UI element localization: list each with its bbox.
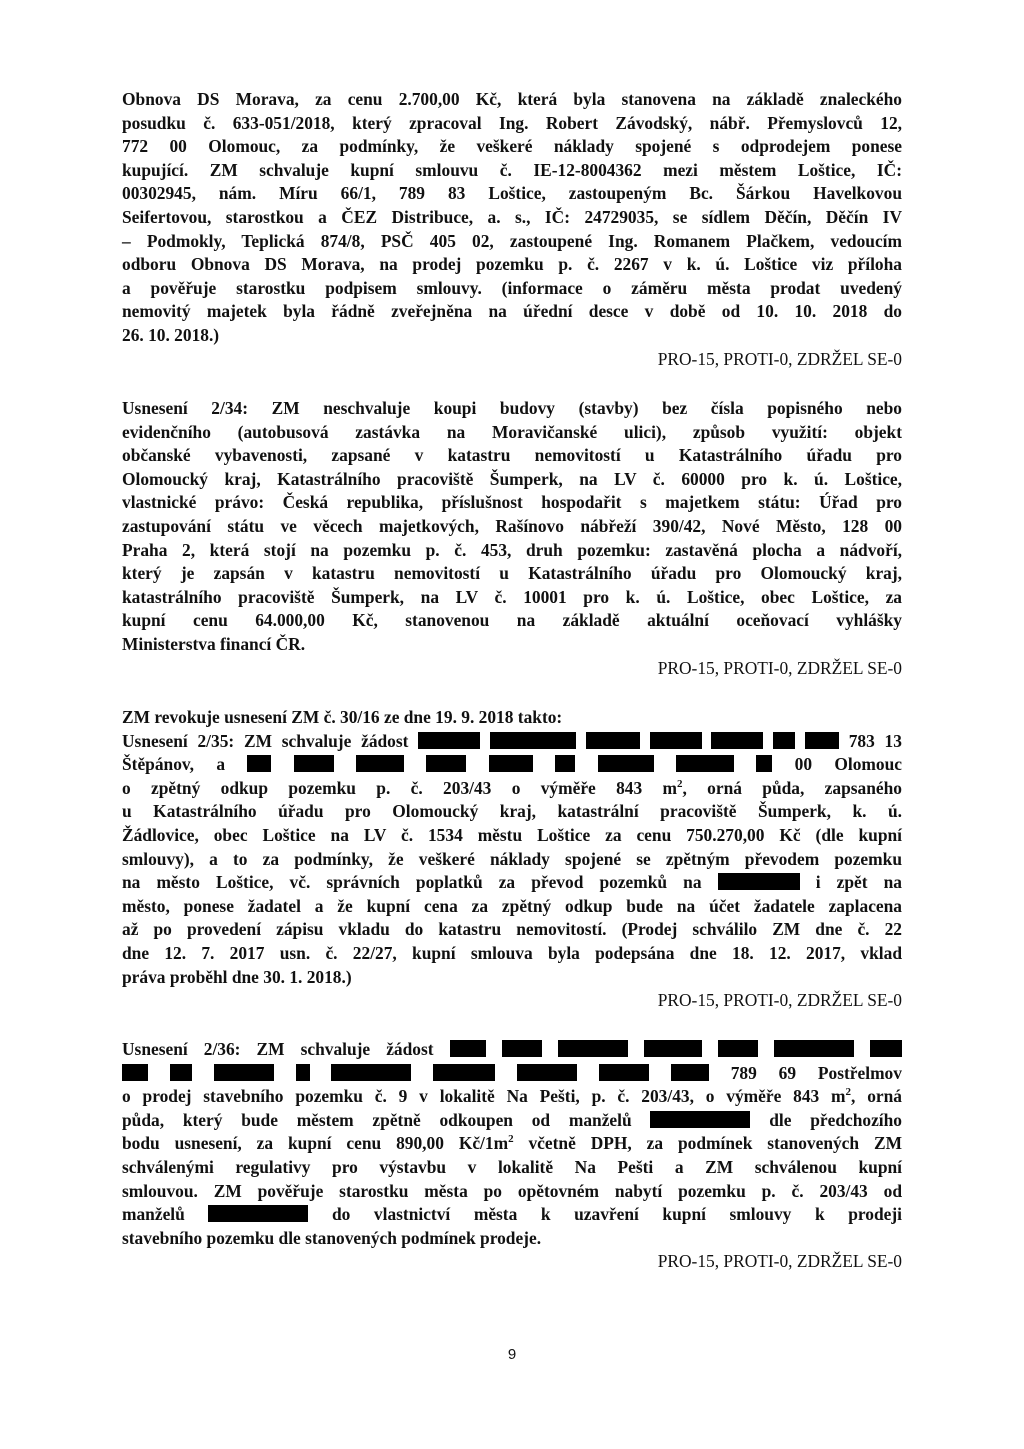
text-line: Praha 2, která stojí na pozemku p. č. 453, druh pozemku: zastavěná plocha a nádvoří, [122, 539, 902, 560]
redaction-bar [671, 1064, 709, 1081]
text-line: nemovitý majetek byla řádně zveřejněna na úřední desce v době od 10. 10. 2018 do [122, 301, 902, 322]
redaction-bar [294, 755, 334, 772]
text-line: – Podmokly, Teplická 874/8, PSČ 405 02, zastoupené Ing. Romanem Plačkem, vedoucím [122, 230, 902, 251]
text-line [122, 730, 902, 754]
redaction-bar [433, 1064, 495, 1081]
redaction-bar [718, 1040, 758, 1057]
redaction-bar [558, 1040, 628, 1057]
text-line: kupující. ZM schvaluje kupní smlouvu č. IE-12-8004362 mezi městem Loštice, IČ: [122, 159, 902, 180]
redaction-bar [170, 1064, 192, 1081]
text-line: Usnesení 2/34: ZM neschvaluje koupi budovy (stavby) bez čísla popisného nebo [122, 398, 902, 418]
text-line: katastrálního pracoviště Šumperk, na LV č. 10001 pro k. ú. Loštice, obec Loštice, za [122, 586, 902, 607]
redaction-bar [644, 1040, 702, 1057]
redaction-bar [296, 1064, 310, 1081]
text-line: Obnova DS Morava, za cenu 2.700,00 Kč, která byla stanovena na základě znaleckého [122, 89, 902, 109]
text-line: posudku č. 633-051/2018, který zpracoval Ing. Robert Závodský, nábř. Přemyslovců 12, [122, 112, 902, 133]
text-line: Žádlovice, obec Loštice na LV č. 1534 městu Loštice za cenu 750.270,00 Kč (dle kupní [122, 824, 902, 845]
redaction-bar [774, 1040, 854, 1057]
redaction-bar [650, 1111, 750, 1128]
text-line: u Katastrálního úřadu pro Olomoucký kraj, katastrální pracoviště Šumperk, k. ú. [122, 801, 902, 822]
text-line [122, 1109, 902, 1133]
text-line: Ministerstva financí ČR. [122, 633, 306, 654]
text-line: 26. 10. 2018.) [122, 324, 220, 345]
redaction-bar [247, 755, 271, 772]
text-fragment: dle předchozího [769, 1109, 902, 1130]
text-line [122, 871, 902, 895]
superscript: 2 [677, 777, 683, 790]
text-fragment: Usnesení 2/36: ZM schvaluje žádost [122, 1039, 434, 1059]
text-fragment: manželů [122, 1204, 185, 1225]
text-line [122, 1132, 902, 1156]
superscript: 2 [845, 1086, 852, 1099]
redaction-bar [517, 1064, 577, 1081]
redaction-bar [756, 755, 772, 772]
text-line: město, ponese žadatel a že kupní cena za zpětný odkup bude na účet žadatele zaplacena [122, 895, 902, 916]
resolution-2-34 [122, 397, 902, 680]
resolution-2-36 [122, 1038, 902, 1274]
redaction-bar [711, 732, 763, 749]
resolution-continuation [122, 88, 902, 371]
text-fragment: do vlastnictví města k uzavření kupní smlouvy k prodeji [331, 1204, 902, 1225]
text-line: Seifertovou, starostkou a ČEZ Distribuce, a. s., IČ: 24729035, se sídlem Děčín, Děčín IV [122, 206, 902, 227]
page-number: 9 [507, 1346, 517, 1363]
text-line: dne 12. 7. 2017 usn. č. 22/27, kupní smlouva byla podepsána dne 18. 12. 2017, vklad [122, 942, 902, 963]
text-line: smlouvy), a to za podmínky, že veškeré náklady spojené se zpětným převodem pozemku [122, 848, 902, 869]
text-line [122, 777, 902, 801]
text-line: a pověřuje starostku podpisem smlouvy. (informace o záměru města prodat uvedený [122, 277, 902, 298]
revocation-intro: ZM revokuje usnesení ZM č. 30/16 ze dne 19. 9. 2018 takto: [122, 707, 563, 727]
redaction-bar [356, 755, 404, 772]
vote-result: PRO-15, PROTI-0, ZDRŽEL SE-0 [657, 348, 902, 369]
redaction-bar [599, 1064, 649, 1081]
redaction-bar [555, 755, 575, 772]
text-line: Olomoucký kraj, Katastrálního pracoviště Šumperk, na LV č. 60000 pro k. ú. Loštice, [122, 468, 902, 489]
text-line: kupní cenu 64.000,00 Kč, stanovenou na základě aktuální oceňovací vyhlášky [122, 610, 902, 631]
text-line [122, 1203, 902, 1227]
text-line: vlastnické právo: Česká republika, příslušnost hospodařit s majetkem státu: Úřad pro [122, 492, 902, 513]
text-fragment: půda, který bude městem zpětně odkoupen od manželů [122, 1109, 632, 1130]
text-line [122, 1038, 902, 1062]
redaction-bar [650, 732, 702, 749]
redaction-bar [214, 1064, 274, 1081]
text-line: který je zapsán v katastru nemovitostí u Katastrálního úřadu pro Olomoucký kraj, [122, 563, 902, 584]
redaction-bar [490, 732, 576, 749]
redaction-bar [418, 732, 480, 749]
text-fragment: o prodej stavebního pozemku č. 9 v lokalitě Na Pešti, p. č. 203/43, o výměře 843 m [122, 1086, 846, 1107]
redaction-bar [805, 732, 839, 749]
text-line [122, 1062, 902, 1086]
text-line: evidenčního (autobusová zastávka na Moravičanské ulici), způsob využití: objekt [122, 421, 902, 442]
redaction-bar [586, 732, 640, 749]
resolution-2-35 [122, 706, 902, 1013]
text-fragment: bodu usnesení, za kupní cenu 890,00 Kč/1m [122, 1133, 509, 1154]
text-fragment: včetně DPH, za podmínek stanovených ZM [513, 1133, 902, 1154]
text-fragment: , orná půda, zapsaného [682, 777, 902, 798]
redaction-bar [426, 755, 466, 772]
text-line [122, 753, 902, 777]
text-fragment: i zpět na [815, 872, 903, 893]
text-line: smlouvou. ZM pověřuje starostku města po opětovném nabytí pozemku p. č. 203/43 od [122, 1180, 902, 1201]
redaction-bar [718, 873, 800, 890]
text-line: schválenými regulativy pro výstavbu v lokalitě Na Pešti a ZM schválenou kupní [122, 1156, 902, 1177]
text-fragment: na město Loštice, vč. správních poplatků za převod pozemků na [122, 872, 702, 893]
text-fragment: o zpětný odkup pozemku p. č. 203/43 o výměře 843 m [122, 777, 677, 798]
superscript: 2 [508, 1133, 514, 1146]
text-line: 00302945, nám. Míru 66/1, 789 83 Loštice, zastoupeným Bc. Šárkou Havelkovou [122, 183, 902, 204]
redaction-bar [502, 1040, 542, 1057]
text-line: zastupování státu ve věcech majetkových, Rašínovo nábřeží 390/42, Nové Město, 128 00 [122, 515, 902, 536]
text-fragment: 789 69 Postřelmov [730, 1062, 902, 1083]
redaction-bar [676, 755, 734, 772]
text-fragment: 00 Olomouc [794, 754, 903, 775]
text-line: práva proběhl dne 30. 1. 2018.) [122, 966, 352, 987]
text-line [122, 1085, 902, 1109]
text-fragment: , orná [851, 1086, 902, 1107]
text-line: stavebního pozemku dle stanovených podmínek prodeje. [122, 1227, 542, 1248]
redaction-bar [331, 1064, 411, 1081]
text-fragment: Štěpánov, a [122, 754, 226, 775]
redaction-bar [122, 1064, 148, 1081]
vote-result: PRO-15, PROTI-0, ZDRŽEL SE-0 [657, 1251, 902, 1272]
redaction-bar [489, 755, 533, 772]
text-line: odboru Obnova DS Morava, na prodej pozemku p. č. 2267 v k. ú. Loštice viz příloha [122, 254, 902, 275]
text-line: 772 00 Olomouc, za podmínky, že veškeré náklady spojené s odprodejem ponese [122, 136, 902, 157]
text-line: občanské vybavenosti, zapsané v katastru nemovitostí u Katastrálního úřadu pro [122, 445, 902, 466]
redaction-bar [773, 732, 795, 749]
text-fragment: 783 13 [848, 730, 902, 751]
redaction-bar [870, 1040, 902, 1057]
redaction-bar [208, 1205, 308, 1222]
vote-result: PRO-15, PROTI-0, ZDRŽEL SE-0 [657, 657, 902, 678]
redaction-bar [598, 755, 654, 772]
text-fragment: Usnesení 2/35: ZM schvaluje žádost [122, 730, 409, 751]
text-line: až po provedení zápisu vkladu do katastru nemovitostí. (Prodej schválilo ZM dne č. 22 [122, 919, 902, 940]
vote-result: PRO-15, PROTI-0, ZDRŽEL SE-0 [657, 990, 902, 1011]
redaction-bar [450, 1040, 486, 1057]
